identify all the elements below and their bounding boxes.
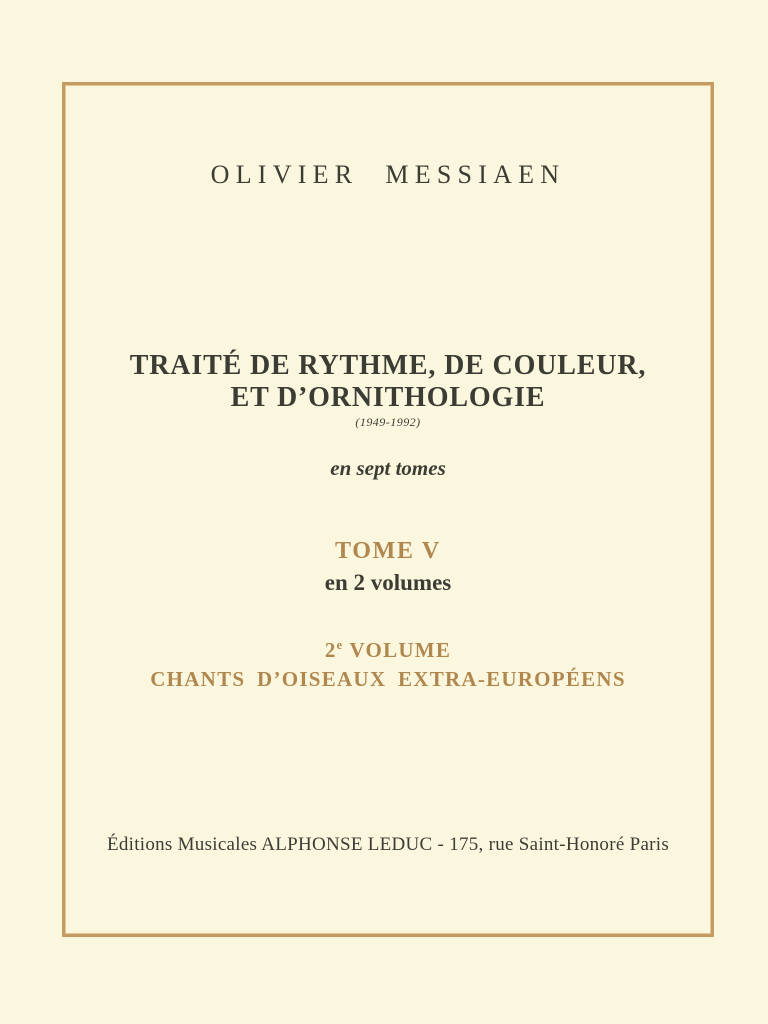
publisher-imprint: Éditions Musicales ALPHONSE LEDUC - 175, rue Saint-Honoré Paris	[106, 834, 670, 855]
title-line-1: TRAITÉ DE RYTHME, DE COULEUR,	[129, 350, 647, 381]
volume-heading	[62, 638, 714, 663]
composition-years: (1949-1992)	[355, 415, 421, 429]
series-note: en sept tomes	[330, 456, 446, 480]
title-line-2: ET D’ORNITHOLOGIE	[230, 382, 546, 414]
book-title	[62, 350, 714, 415]
tome-volume-count: en 2 volumes	[324, 570, 452, 595]
tome-number: TOME V	[335, 538, 441, 564]
volume-ordinal-suffix: e	[336, 638, 344, 652]
volume-number: 2	[324, 638, 337, 662]
decorative-frame	[62, 82, 714, 937]
volume-subtitle: CHANTS D’OISEAUX EXTRA-EUROPÉENS	[150, 667, 626, 691]
author-name: OLIVIER MESSIAEN	[210, 160, 566, 189]
volume-word: VOLUME	[349, 638, 452, 662]
